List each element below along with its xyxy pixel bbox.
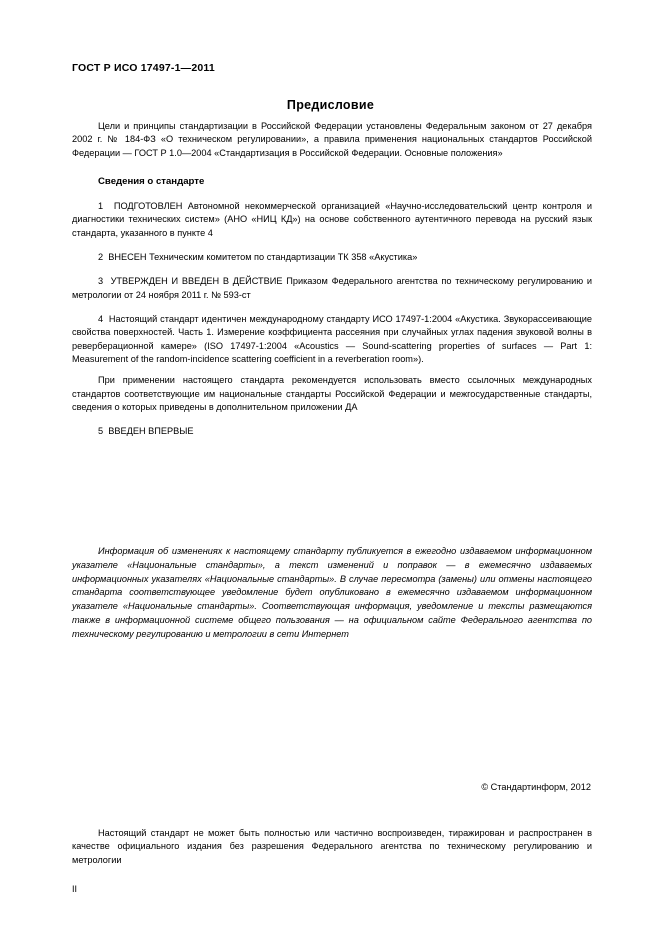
page-title: Предисловие xyxy=(286,98,375,112)
item-number: 5 xyxy=(98,426,104,437)
list-item xyxy=(72,200,592,240)
amendment-notice: Информация об изменениях к настоящему стандарту публикуется в ежегодно издаваемом информационном указателе «Национальные стандарты», а текст изменений и поправок — в ежемесячно издаваемых информационных указателях «Национальные стандарты». В случае пересмотра (замены) или отмены настоящего стандарта соответствующее уведомление будет опубликовано в ежемесячно издаваемом информационном указателе «Национальные стандарты». Соответствующая информация, уведомление и тексты размещаются также в информационной системе общего пользования — на официальном сайте Федерального агентства по техническому регулированию и метрологии в сети Интернет xyxy=(72,546,592,639)
list-item xyxy=(72,425,592,438)
page-number: II xyxy=(72,884,78,894)
item-number: 3 xyxy=(98,276,104,287)
list-item xyxy=(72,275,592,302)
standard-number: ГОСТ Р ИСО 17497-1—2011 xyxy=(72,62,215,74)
item-text: ВВЕДЕН ВПЕРВЫЕ xyxy=(108,426,194,437)
item-text: ПОДГОТОВЛЕН Автономной некоммерческой организацией «Научно-исследовательский центр контроля и диагностики технических систем» (АНО «НИЦ КД») на основе собственного аутентичного перевода на русский язык стандарта, указанного в пункте 4 xyxy=(72,200,592,238)
reproduction-notice: Настоящий стандарт не может быть полностью или частично воспроизведен, тиражирован и распространен в качестве официального издания без разрешения Федерального агентства по техническому регулированию и метрологии xyxy=(72,828,592,865)
list-item xyxy=(72,251,592,264)
copyright-line: © Стандартинформ, 2012 xyxy=(481,782,591,792)
section-heading: Сведения о стандарте xyxy=(98,176,205,188)
item-text: ВНЕСЕН Техническим комитетом по стандартизации ТК 358 «Акустика» xyxy=(108,251,418,262)
document-body xyxy=(72,120,592,439)
intro-paragraph: Цели и принципы стандартизации в Российской Федерации установлены Федеральным законом от 27 декабря 2002 г. № 184-ФЗ «О техническом регулировании», а правила применения национальных стандартов Российской Федерации — ГОСТ Р 1.0—2004 «Стандартизация в Российской Федерации. Основные положения» xyxy=(72,121,592,158)
item-text: Настоящий стандарт идентичен международному стандарту ИСО 17497-1:2004 «Акустика. Звукорассеивающие свойства поверхностей. Часть 1. Измерение коэффициента рассеяния при случайных углах падения звуковой волны в реверберационной камере» (ISO 17497-1:2004 «Acoustics — Sound-scattering properties of surfaces — Part 1: Measurement of the random-incidence scattering coefficient in a reverberation room»). xyxy=(72,314,592,365)
item-number: 1 xyxy=(98,200,104,211)
item-number: 4 xyxy=(98,314,104,324)
item4-note: При применении настоящего стандарта рекомендуется использовать вместо ссылочных международных стандартов соответствующие им национальные стандарты Российской Федерации и межгосударственные стандарты, сведения о которых приведены в дополнительном приложении ДА xyxy=(72,375,592,413)
list-item xyxy=(72,313,592,366)
item-number: 2 xyxy=(98,251,104,262)
item-text: УТВЕРЖДЕН И ВВЕДЕН В ДЕЙСТВИЕ Приказом Федерального агентства по техническому регулированию и метрологии от 24 ноября 2011 г. № 593-ст xyxy=(72,276,592,300)
